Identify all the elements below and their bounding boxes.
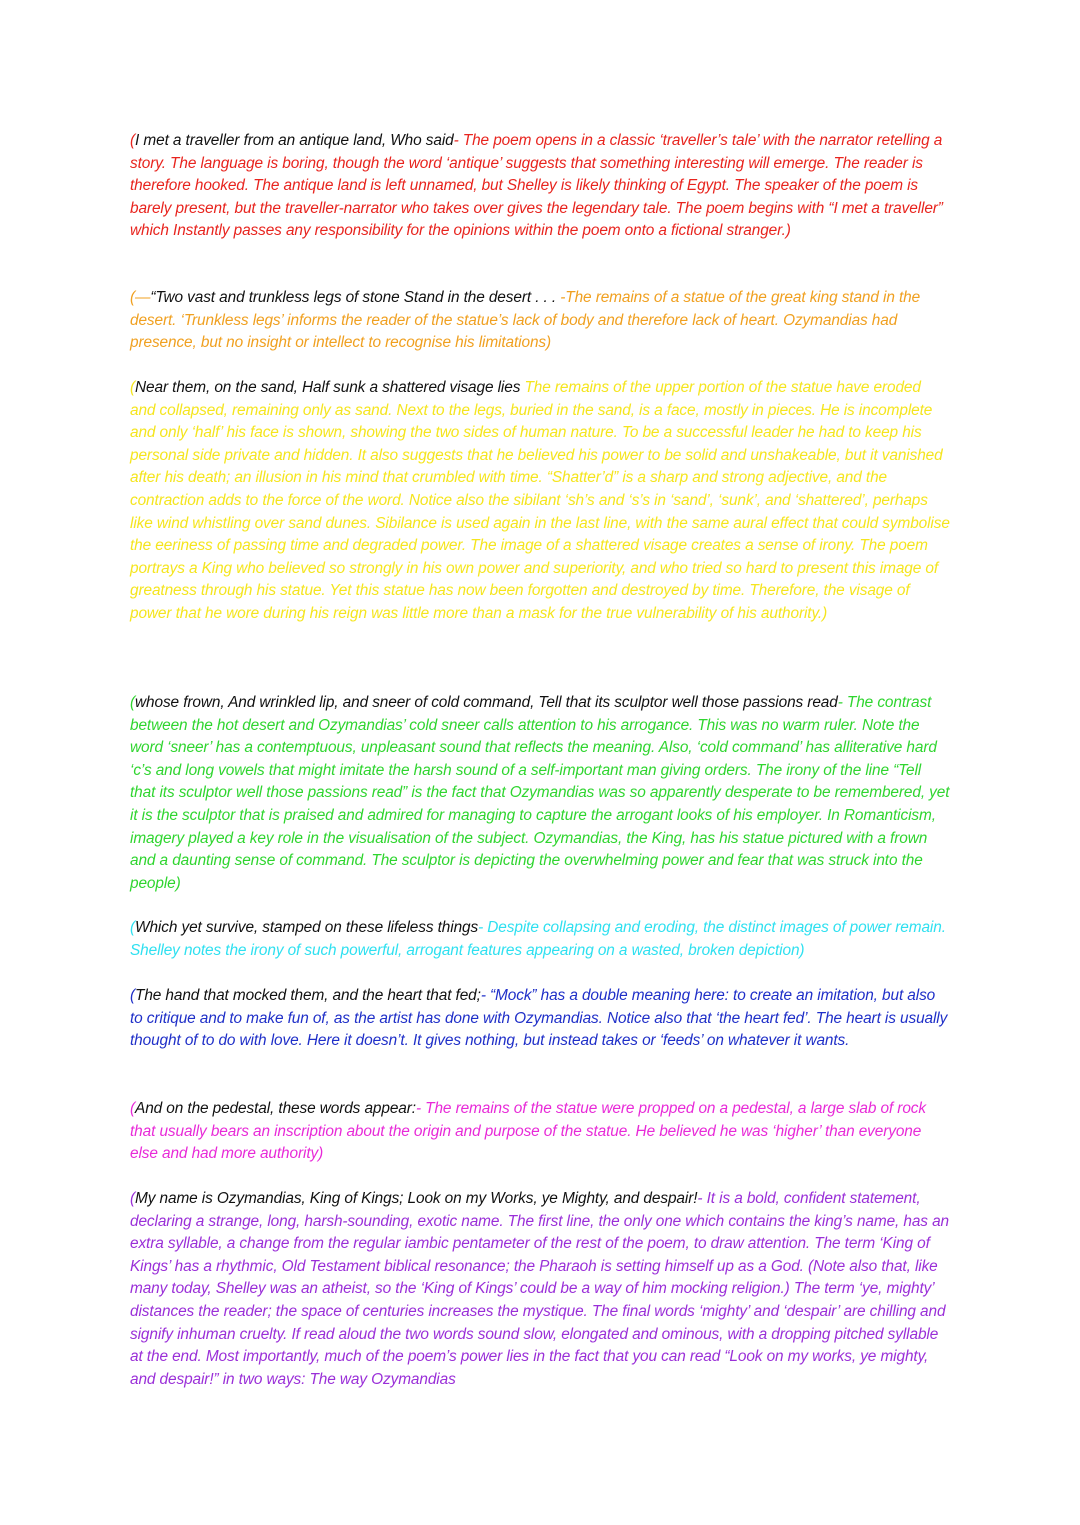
annotation-paragraph-2 <box>130 287 950 355</box>
open-bracket: ( <box>130 987 136 1004</box>
poem-quote: “Two vast and trunkless legs of stone Stand in the desert . . . <box>150 289 557 306</box>
commentary: It is a bold, confident statement, declaring a strange, long, harsh-sounding, exotic name. The first line, the only one which contains the king’s name, has an extra syllable, a change from the regular iambic pentameter of the rest of the poem, to draw attention. The term ‘King of Kings’ has a rhythmic, Old Testament biblical resonance; the Pharaoh is setting himself up as a God. (Note also that, like many today, Shelley was an atheist, so the ‘King of Kings’ could be a way of him mocking religion.) The term ‘ye, mighty’ distances the reader; the space of centuries increases the mystique. The final words ‘mighty’ and ‘despair’ are chilling and signify inhuman cruelty. If read aloud the two words sound slow, elongated and ominous, with a dropping pitched syllable at the end. Most importantly, much of the poem’s power lies in the fact that you can read “Look on my works, ye mighty, and despair!” in two ways: The way Ozymandias <box>130 1190 949 1388</box>
annotation-paragraph-7 <box>130 1098 950 1166</box>
open-bracket: ( <box>130 132 136 149</box>
poem-quote: My name is Ozymandias, King of Kings; Look on my Works, ye Mighty, and despair! <box>135 1190 698 1207</box>
poem-quote: I met a traveller from an antique land, Who said <box>135 132 454 149</box>
separator: - <box>453 132 463 149</box>
annotation-paragraph-6 <box>130 985 950 1053</box>
annotation-paragraph-3 <box>130 377 950 626</box>
annotation-paragraph-4 <box>130 692 950 895</box>
commentary: The contrast between the hot desert and Ozymandias’ cold sneer calls attention to his arrogance. This was no warm ruler. Note the word ‘sneer’ has a contemptuous, unpleasant sound that reflects the meaning. Also, ‘cold command’ has alliterative hard ‘c’s and long vowels that might imitate the harsh sound of a self-important man giving orders. The irony of the line “Tell that its sculptor well those passions read” is the fact that Ozymandias was so apparently desperate to be remembered, yet it is the sculptor that is praised and admired for managing to capture the arrogant looks of his employer. In Romanticism, imagery played a key role in the visualisation of the subject. Ozymandias, the King, has his statue pictured with a frown and a daunting sense of command. The sculptor is depicting the overwhelming power and fear that was struck into the people) <box>130 694 950 892</box>
separator: - <box>837 694 847 711</box>
open-bracket: (— <box>130 289 151 306</box>
poem-quote: Near them, on the sand, Half sunk a shattered visage lies <box>135 379 521 396</box>
open-bracket: ( <box>130 919 136 936</box>
annotation-paragraph-5 <box>130 917 950 962</box>
open-bracket: ( <box>130 1190 136 1207</box>
commentary: The remains of the upper portion of the statue have eroded and collapsed, remaining only as sand. Next to the legs, buried in the sand, is a face, mostly in pieces. He is incomplete and only ‘half’ his face is shown, showing the two sides of human nature. To be a successful leader he had to keep his personal side private and hidden. It also suggests that he believed his power to be solid and unshakeable, but it vanished after his death; an illusion in his mind that crumbled with time. “Shatter’d” is a sharp and strong adjective, and the contraction adds to the force of the word. Notice also the sibilant ‘sh’s and ‘s’s in ‘sand’, ‘sunk’, and ‘shattered’, perhaps like wind whistling over sand dunes. Sibilance is used again in the last line, with the same aural effect that could symbolise the eeriness of passing time and degraded power. The image of a shattered visage creates a sense of irony. The poem portrays a King who believed so strongly in his own power and superiority, and who tried so hard to present this image of greatness through his statue. Yet this statue has now been forgotten and destroyed by time. Therefore, the visage of power that he wore during his reign was little more than a mask for the true vulnerability of his authority.) <box>130 379 950 622</box>
separator: - <box>415 1100 426 1117</box>
separator: - <box>480 987 491 1004</box>
poem-quote: whose frown, And wrinkled lip, and sneer of cold command, Tell that its sculptor well those passions read <box>135 694 838 711</box>
poem-quote: The hand that mocked them, and the heart that fed; <box>135 987 481 1004</box>
commentary: Despite collapsing and eroding, the distinct images of power remain. Shelley notes the irony of such powerful, arrogant features appearing on a wasted, broken depiction) <box>130 919 946 959</box>
open-bracket: ( <box>130 1100 136 1117</box>
separator: - <box>556 289 566 306</box>
commentary: The remains of the statue were propped on a pedestal, a large slab of rock that usually bears an inscription about the origin and purpose of the statue. He believed he was ‘higher’ than everyone else and had more authority) <box>130 1100 926 1163</box>
commentary: The poem opens in a classic ‘traveller’s tale’ with the narrator retelling a story. The language is boring, though the word ‘antique’ suggests that something interesting will emerge. The reader is therefore hooked. The antique land is left unnamed, but Shelley is likely thinking of Egypt. The speaker of the poem is barely present, but the traveller-narrator who takes over gives the legendary tale. The poem begins with “I met a traveller” which Instantly passes any responsibility for the opinions within the poem onto a fictional stranger.) <box>130 132 943 240</box>
separator: - <box>478 919 488 936</box>
separator: - <box>697 1190 707 1207</box>
commentary: The remains of a statue of the great king stand in the desert. ‘Trunkless legs’ informs the reader of the statue’s lack of body and therefore lack of heart. Ozymandias had presence, but no insight or intellect to recognise his limitations) <box>130 289 921 352</box>
annotation-paragraph-1 <box>130 130 950 243</box>
open-bracket: ( <box>130 694 136 711</box>
poem-quote: Which yet survive, stamped on these lifeless things <box>135 919 479 936</box>
poem-quote: And on the pedestal, these words appear: <box>135 1100 416 1117</box>
annotation-paragraph-8 <box>130 1188 950 1391</box>
commentary: “Mock” has a double meaning here: to create an imitation, but also to critique and to make fun of, as the artist has done with Ozymandias. Notice also that ‘the heart fed’. The heart is usually thought of to do with love. Here it doesn’t. It gives nothing, but instead takes or ‘feeds’ on whatever it wants. <box>130 987 948 1050</box>
open-bracket: ( <box>130 379 136 396</box>
